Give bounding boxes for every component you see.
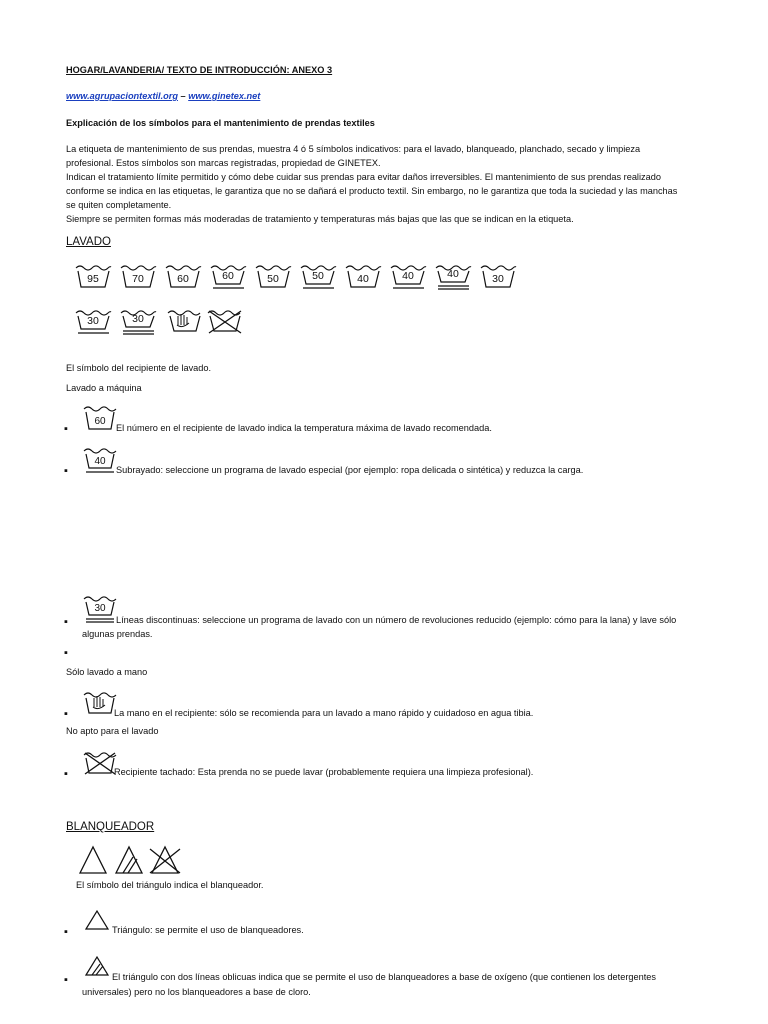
wash-symbols-row2-svg: [75, 307, 255, 343]
wash-symbols-row1: [75, 262, 525, 302]
triangle-oblique-lines-icon: [116, 847, 142, 873]
hand-wash-icon: [83, 690, 117, 718]
tub-label: 50: [267, 273, 279, 285]
tub-label: 60: [222, 270, 234, 282]
bullet: ▪: [64, 465, 68, 477]
wash-tub-icon: [436, 266, 471, 289]
do-not-wash-icon: [208, 311, 241, 333]
item-dashed-text-line2: algunas prendas.: [82, 629, 153, 639]
tub-label: 40: [94, 456, 106, 467]
tub-label: 60: [177, 273, 189, 285]
tub-label: 40: [447, 268, 459, 280]
wash-tub-icon: [121, 311, 156, 334]
wash-tub-icon: [76, 266, 111, 287]
triangle-text: El símbolo del triángulo indica el blanqueador.: [76, 880, 264, 890]
wash-tub-icon: [346, 266, 381, 287]
wash-tub-icon: [76, 311, 111, 333]
wash-tub-icon: [391, 266, 426, 288]
oblique-text-line1: El triángulo con dos líneas oblicuas indica que se permite el uso de blanqueadores a base de oxígeno (que contienen los detergentes: [112, 972, 656, 982]
bullet: ▪: [64, 926, 68, 938]
wash-symbols-row1-svg: [75, 262, 525, 302]
wash-tub-icon: [481, 266, 516, 287]
triangle-oblique-lines-icon-item: [84, 954, 112, 980]
wash-tub-icon-60: [83, 404, 117, 434]
triangle-item-text: Triángulo: se permite el uso de blanqueadores.: [112, 925, 304, 935]
machine-wash-text: Lavado a máquina: [66, 383, 142, 393]
tub-label: 95: [87, 273, 99, 285]
tub-label: 40: [357, 273, 369, 285]
item-underlined-text: Subrayado: seleccione un programa de lavado especial (por ejemplo: ropa delicada o sintética) y reduzca la carga.: [116, 465, 584, 475]
link-ginetex[interactable]: www.ginetex.net: [188, 91, 261, 101]
intro-heading: Explicación de los símbolos para el mantenimiento de prendas textiles: [66, 118, 375, 128]
vessel-text: El símbolo del recipiente de lavado.: [66, 363, 212, 373]
tub-label: 70: [132, 273, 144, 285]
wash-tub-icon-30-double: [83, 594, 117, 628]
oblique-text-line2: universales) pero no los blanqueadores a base de cloro.: [82, 987, 311, 997]
bleach-symbols-row: [78, 843, 188, 879]
tub-label: 30: [132, 313, 144, 325]
bullet: ▪: [64, 647, 68, 659]
wash-tub-icon: [256, 266, 291, 287]
wash-tub-icon: [211, 266, 246, 288]
triangle-icon-item: [84, 908, 112, 934]
tub-label: 60: [94, 416, 106, 427]
item-dashed-text-line1: Líneas discontinuas: seleccione un programa de lavado con un número de revoluciones reducido (ejemplo: cómo para la lana) y lave sólo: [116, 615, 677, 625]
hand-wash-text: La mano en el recipiente: sólo se recomienda para un lavado a mano rápido y cuidadoso en agua tibia.: [114, 708, 534, 718]
tub-label: 40: [402, 270, 414, 282]
wash-symbols-row2: [75, 307, 255, 343]
item-number-text: El número en el recipiente de lavado indica la temperatura máxima de lavado recomendada.: [116, 423, 492, 433]
blanqueador-heading: BLANQUEADOR: [66, 821, 155, 833]
hand-wash-heading: Sólo lavado a mano: [66, 667, 148, 677]
hand-wash-icon: [168, 311, 200, 331]
intro-line: conforme se indica en las etiquetas, le garantiza que no se dañará el producto textil. Sin embargo, no le garantiza que toda la suciedad y las manchas: [66, 186, 678, 196]
tub-label: 30: [492, 273, 504, 285]
intro-line: Indican el tratamiento límite permitido y cómo debe cuidar sus prendas para evitar daños irreversibles. El mantenimiento de sus prendas realizado: [66, 172, 661, 182]
bullet: ▪: [64, 708, 68, 720]
tub-label: 50: [312, 270, 324, 282]
bullet: ▪: [64, 423, 68, 435]
do-not-wash-icon: [83, 750, 117, 778]
crossed-triangle-icon: [150, 847, 180, 873]
bullet: ▪: [64, 616, 68, 628]
bullet: ▪: [64, 974, 68, 986]
triangle-icon: [80, 847, 106, 873]
links-line: [66, 91, 260, 101]
intro-line: Siempre se permiten formas más moderadas de tratamiento y temperaturas más bajas que las que se indican en la etiqueta.: [66, 214, 574, 224]
intro-line: profesional. Estos símbolos son marcas registradas, propiedad de GINETEX.: [66, 158, 381, 168]
link-agrupaciontextil[interactable]: www.agrupaciontextil.org: [66, 91, 178, 101]
wash-tub-icon: [301, 266, 336, 288]
link-separator: –: [177, 91, 189, 101]
wash-tub-icon-40-underlined: [83, 446, 117, 478]
intro-paragraph: [66, 142, 677, 226]
wash-tub-icon: [121, 266, 156, 287]
wash-tub-icon: [166, 266, 201, 287]
tub-label: 30: [94, 603, 106, 614]
intro-line: se quiten completamente.: [66, 200, 172, 210]
lavado-heading: LAVADO: [66, 236, 111, 248]
no-wash-heading: No apto para el lavado: [66, 726, 159, 736]
intro-line: La etiqueta de mantenimiento de sus prendas, muestra 4 ó 5 símbolos indicativos: para el lavado, blanqueado, planchado, secado y limpieza: [66, 144, 641, 154]
tub-label: 30: [87, 315, 99, 327]
no-wash-text: Recipiente tachado: Esta prenda no se puede lavar (probablemente requiera una limpieza profesional).: [114, 767, 534, 777]
bullet: ▪: [64, 768, 68, 780]
document-title: HOGAR/LAVANDERIA/ TEXTO DE INTRODUCCIÓN: ANEXO 3: [66, 65, 333, 75]
